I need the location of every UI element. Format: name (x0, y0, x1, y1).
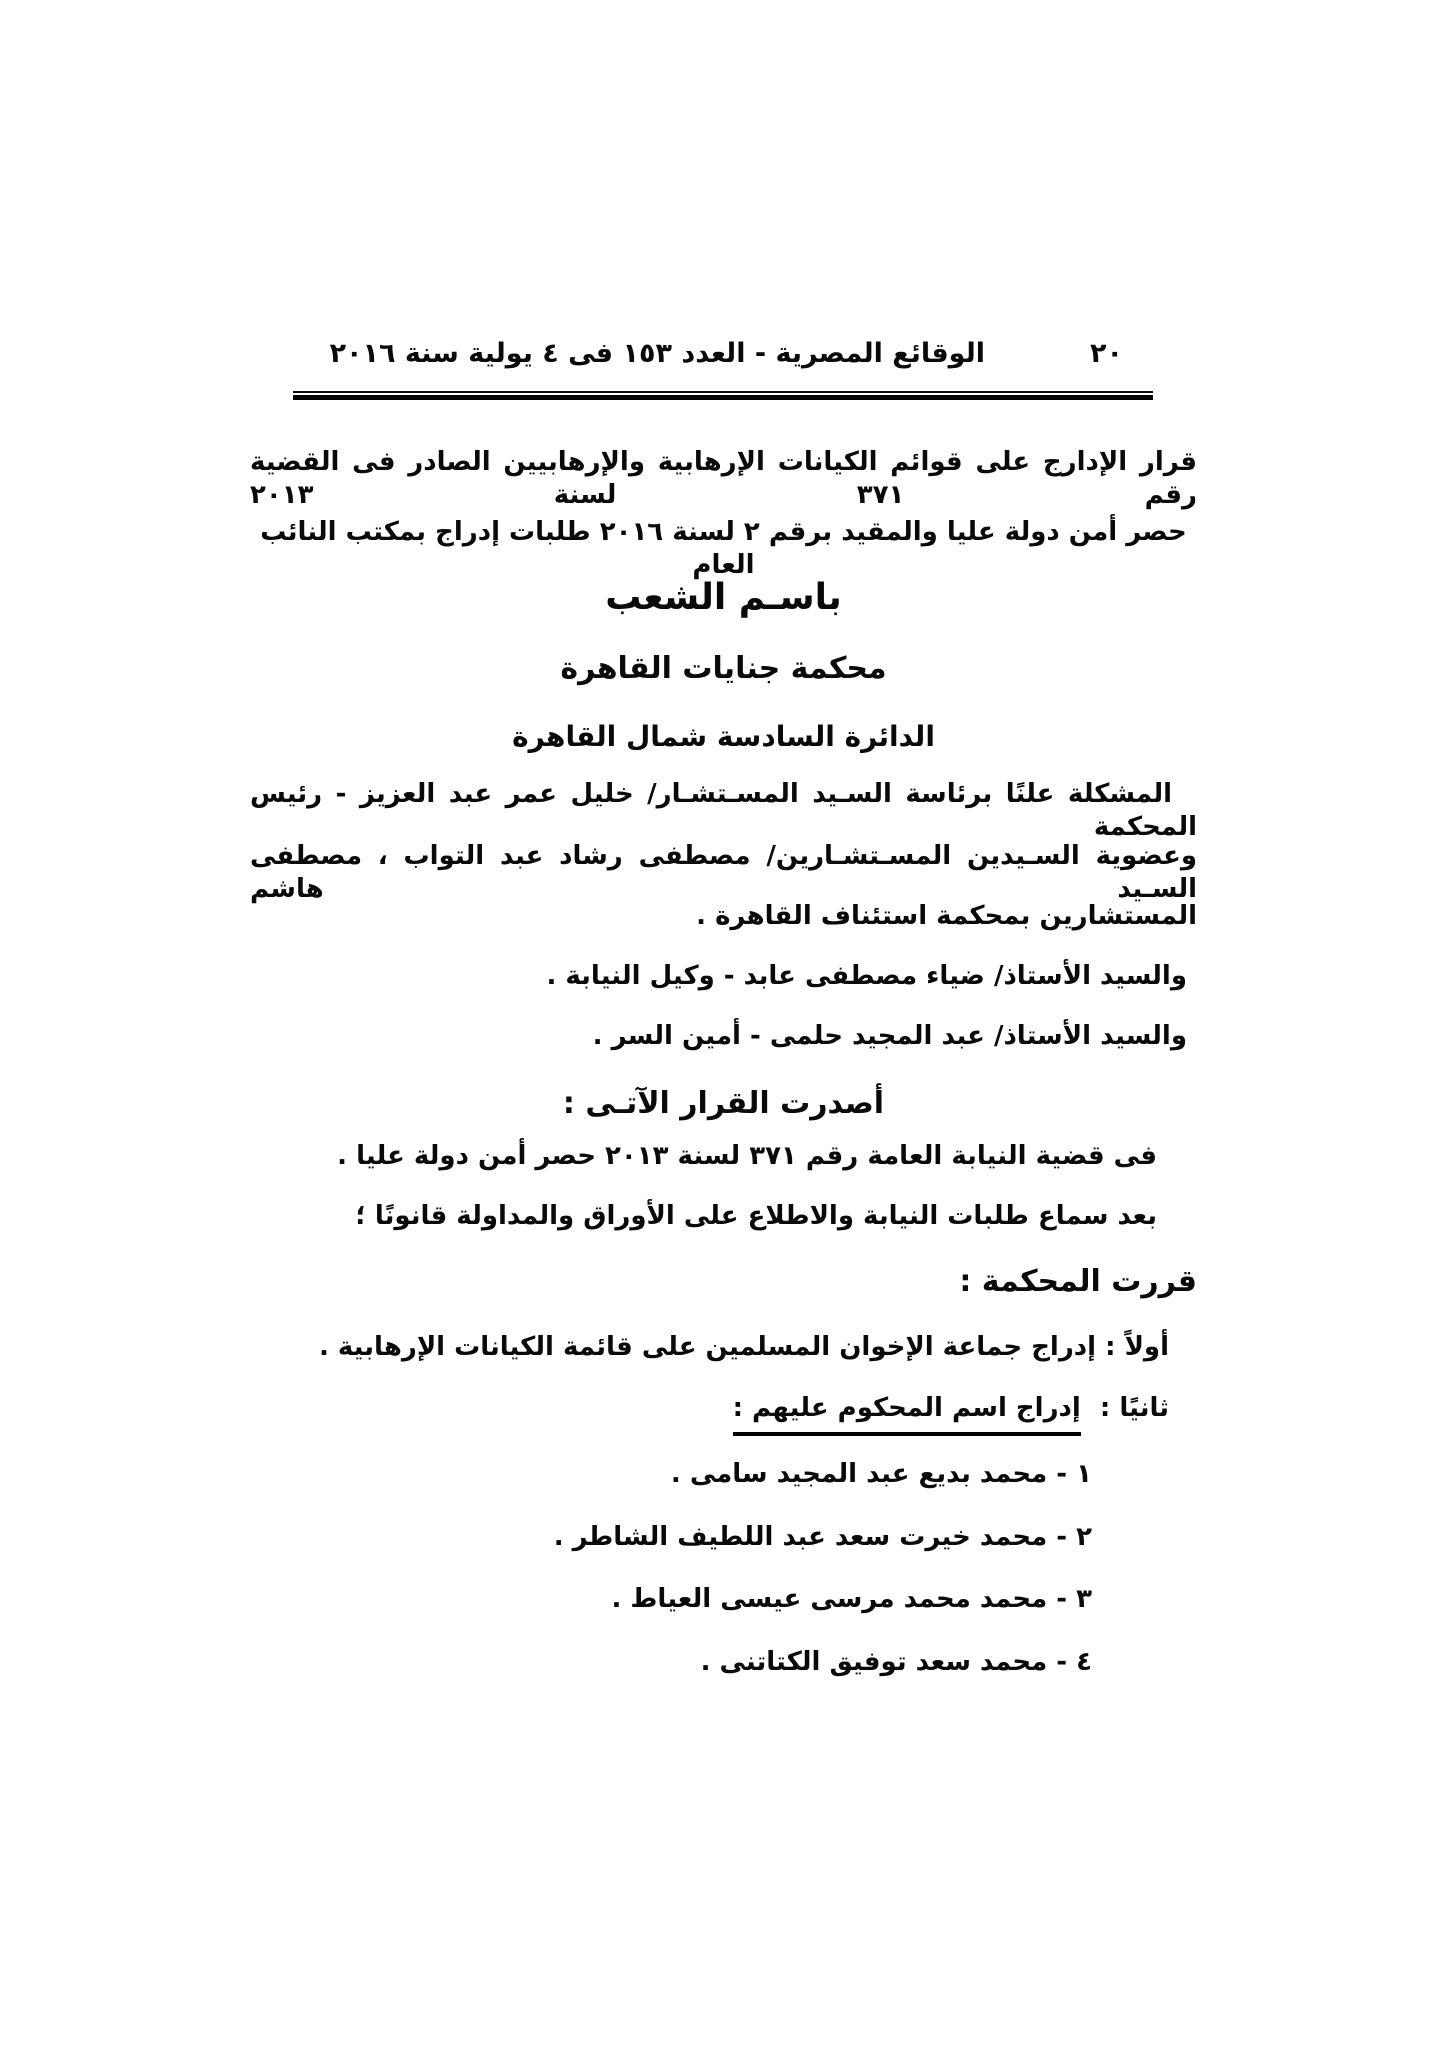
page-number: ٢٠ (1090, 338, 1123, 369)
convicted-list-item: ٣ - محمد محمد مرسى عيسى العياط . (611, 1584, 1092, 1614)
panel-line-3: المستشارين بمحكمة استئناف القاهرة . (696, 901, 1197, 931)
prosecutor-line: والسيد الأستاذ/ ضياء مصطفى عابد - وكيل النيابة . (546, 961, 1187, 991)
deliberation-line: بعد سماع طلبات النيابة والاطلاع على الأوراق والمداولة قانونًا ؛ (355, 1201, 1157, 1231)
secretary-line: والسيد الأستاذ/ عبد المجيد حلمى - أمين السر . (592, 1021, 1187, 1051)
heading-court-name: محكمة جنايات القاهرة (560, 651, 887, 686)
header-double-rule (293, 391, 1153, 400)
second-item-prefix: ثانيًا : (1099, 1393, 1169, 1423)
heading-in-the-name-of-people: باسـم الشعب (605, 577, 842, 618)
decision-first-item: أولاً : إدراج جماعة الإخوان المسلمين على قائمة الكيانات الإرهابية . (318, 1332, 1169, 1362)
subject-line-2: حصر أمن دولة عليا والمقيد برقم ٢ لسنة ٢٠١٦ طلبات إدراج بمكتب النائب العام (260, 517, 1187, 580)
decision-second-item (250, 1392, 1197, 1425)
heading-court-decided: قررت المحكمة : (959, 1264, 1197, 1299)
panel-line-2: وعضوية السـيدين المسـتشـارين/ مصطفى رشاد عبد التواب ، مصطفى السـيد هاشم (250, 841, 1197, 904)
heading-issued-decision: أصدرت القرار الآتـى : (562, 1086, 885, 1121)
convicted-list-item: ١ - محمد بديع عبد المجيد سامى . (670, 1459, 1092, 1489)
panel-line-1: المشكلة علنًا برئاسة السـيد المسـتشـار/ خليل عمر عبد العزيز - رئيس المحكمة (250, 779, 1197, 842)
subject-line-1: قرار الإدارج على قوائم الكيانات الإرهابية والإرهابيين الصادر فى القضية رقم ٣٧١ لسنة ٢٠١٣ (250, 447, 1197, 510)
second-item-underlined-text: إدراج اسم المحكوم عليهم : (733, 1393, 1081, 1436)
convicted-list-item: ٢ - محمد خيرت سعد عبد اللطيف الشاطر . (553, 1522, 1092, 1552)
convicted-list-item: ٤ - محمد سعد توفيق الكتاتنى . (700, 1647, 1092, 1677)
heading-circuit-name: الدائرة السادسة شمال القاهرة (512, 720, 935, 753)
case-line: فى قضية النيابة العامة رقم ٣٧١ لسنة ٢٠١٣ حصر أمن دولة عليا . (337, 1141, 1157, 1171)
gazette-header-title: الوقائع المصرية - العدد ١٥٣ فى ٤ يولية سنة ٢٠١٦ (329, 338, 985, 369)
